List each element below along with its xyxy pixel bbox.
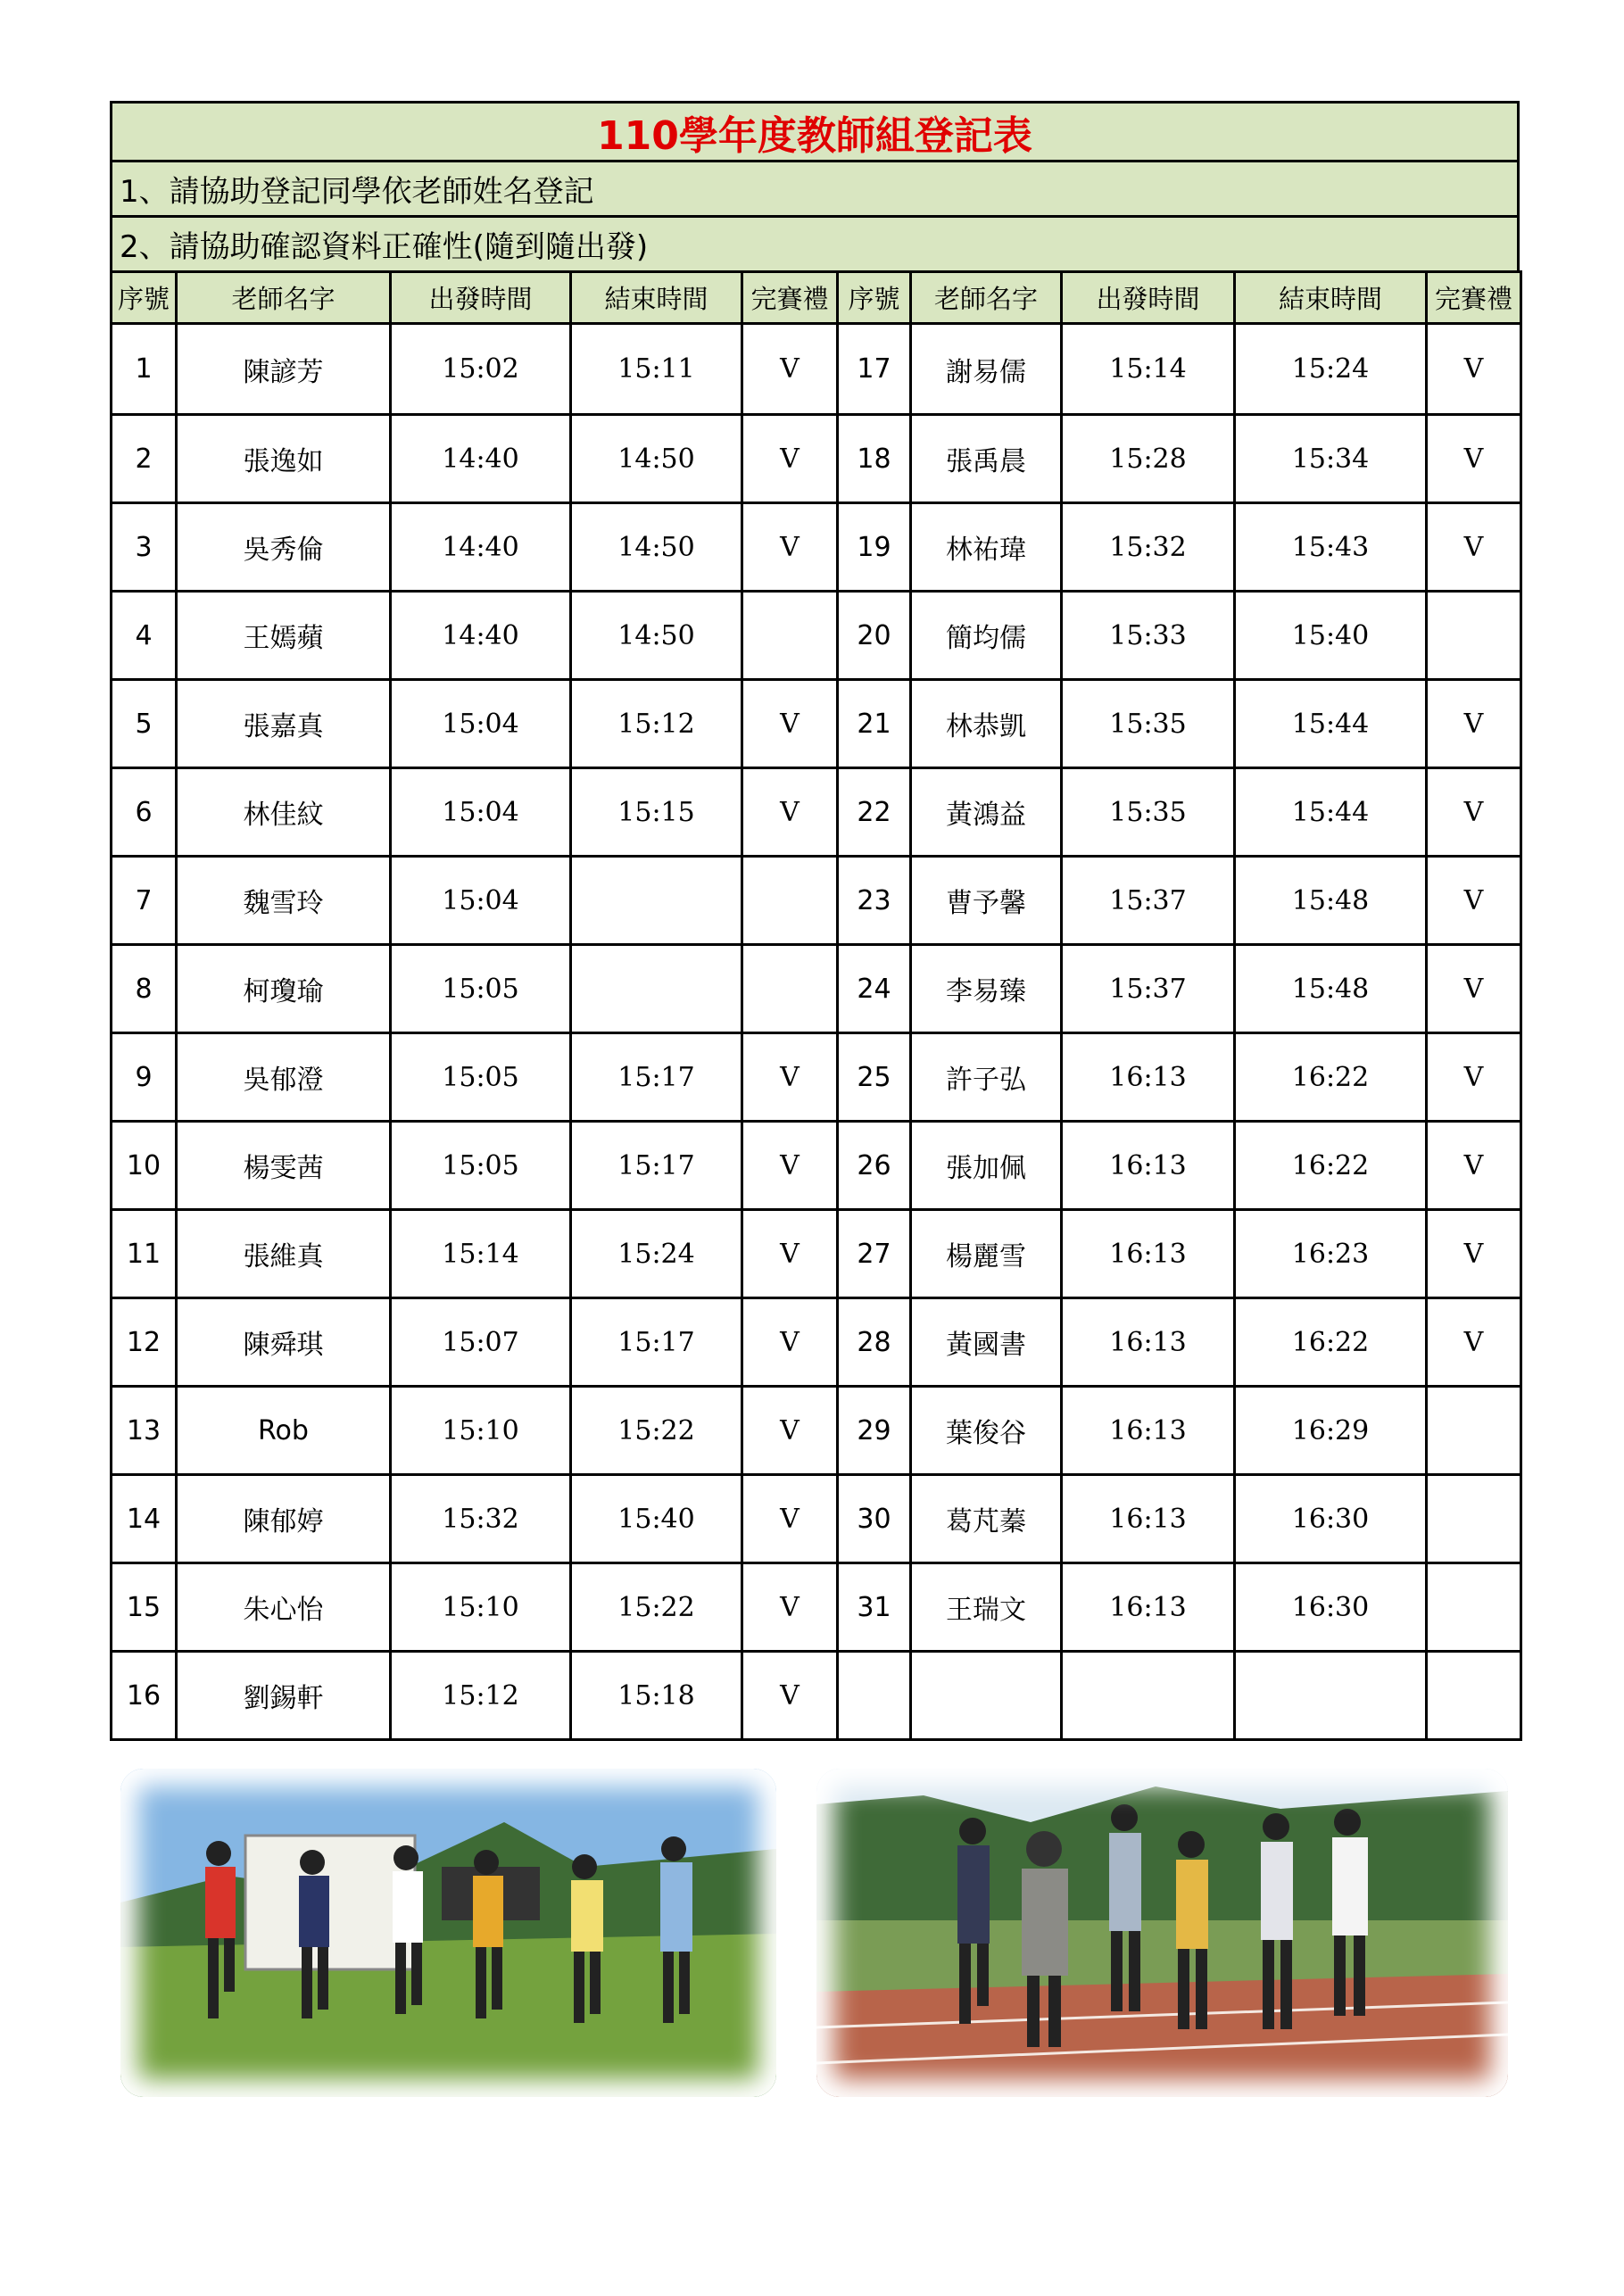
cell-start-time: 16:13 [1062,1563,1235,1652]
group-photo-track [816,1769,1508,2097]
table-row [112,1298,1521,1387]
cell-teacher-name: 林祐瑋 [911,503,1062,592]
cell-teacher-name: 林恭凱 [911,680,1062,768]
cell-finish-gift: V [1427,1298,1521,1387]
cell-end-time: 15:48 [1235,945,1427,1033]
cell-finish-gift [742,857,838,945]
cell-end-time: 15:12 [571,680,742,768]
cell-start-time: 14:40 [391,592,571,680]
cell-teacher-name: 楊麗雪 [911,1210,1062,1298]
cell-number: 1 [112,324,177,415]
table-row [112,1475,1521,1563]
cell-start-time: 15:28 [1062,415,1235,503]
cell-end-time: 15:43 [1235,503,1427,592]
cell-end-time: 15:15 [571,768,742,857]
cell-number: 27 [838,1210,911,1298]
cell-number: 4 [112,592,177,680]
cell-end-time: 15:44 [1235,680,1427,768]
cell-start-time: 15:02 [391,324,571,415]
table-row [112,1122,1521,1210]
cell-end-time: 14:50 [571,503,742,592]
cell-number: 19 [838,503,911,592]
cell-teacher-name: 劉錫軒 [177,1652,391,1740]
cell-teacher-name: 謝易儒 [911,324,1062,415]
cell-teacher-name: 張逸如 [177,415,391,503]
cell-start-time: 16:13 [1062,1387,1235,1475]
cell-teacher-name: 張維真 [177,1210,391,1298]
cell-finish-gift: V [1427,503,1521,592]
cell-number: 22 [838,768,911,857]
cell-teacher-name: 楊雯茜 [177,1122,391,1210]
table-row [112,1033,1521,1122]
cell-end-time: 15:40 [571,1475,742,1563]
cell-number: 16 [112,1652,177,1740]
cell-finish-gift: V [742,503,838,592]
cell-end-time: 15:34 [1235,415,1427,503]
cell-start-time [1062,1652,1235,1740]
cell-finish-gift [1427,1563,1521,1652]
cell-number: 9 [112,1033,177,1122]
header-cell: 結束時間 [571,272,742,324]
cell-start-time: 15:10 [391,1387,571,1475]
cell-number: 7 [112,857,177,945]
cell-finish-gift: V [742,1298,838,1387]
cell-start-time: 15:35 [1062,680,1235,768]
table-row [112,1563,1521,1652]
cell-teacher-name: 陳諺芳 [177,324,391,415]
cell-number: 29 [838,1387,911,1475]
cell-finish-gift: V [1427,1033,1521,1122]
cell-finish-gift [1427,592,1521,680]
cell-teacher-name: 吳郁澄 [177,1033,391,1122]
registration-sheet [110,101,1520,1741]
table-row [112,415,1521,503]
cell-teacher-name: 魏雪玲 [177,857,391,945]
table-row [112,945,1521,1033]
cell-start-time: 15:32 [1062,503,1235,592]
cell-number: 25 [838,1033,911,1122]
cell-start-time: 15:04 [391,857,571,945]
cell-number: 21 [838,680,911,768]
cell-start-time: 15:14 [1062,324,1235,415]
cell-start-time: 15:12 [391,1652,571,1740]
cell-number: 20 [838,592,911,680]
group-photo-field [120,1769,776,2097]
cell-start-time: 15:04 [391,680,571,768]
cell-start-time: 15:37 [1062,857,1235,945]
header-cell: 出發時間 [1062,272,1235,324]
cell-finish-gift: V [1427,1210,1521,1298]
header-cell: 完賽禮 [742,272,838,324]
cell-end-time: 16:30 [1235,1563,1427,1652]
cell-teacher-name: 陳郁婷 [177,1475,391,1563]
cell-finish-gift: V [742,1387,838,1475]
cell-number: 26 [838,1122,911,1210]
cell-end-time: 15:17 [571,1298,742,1387]
cell-finish-gift: V [742,1122,838,1210]
cell-finish-gift: V [1427,768,1521,857]
cell-finish-gift: V [1427,324,1521,415]
cell-number: 17 [838,324,911,415]
cell-finish-gift: V [1427,1122,1521,1210]
table-row [112,503,1521,592]
cell-number: 15 [112,1563,177,1652]
cell-teacher-name: 許子弘 [911,1033,1062,1122]
cell-end-time: 14:50 [571,415,742,503]
table-row [112,857,1521,945]
header-cell: 出發時間 [391,272,571,324]
cell-number: 10 [112,1122,177,1210]
cell-teacher-name: 曹予馨 [911,857,1062,945]
cell-teacher-name: 吳秀倫 [177,503,391,592]
table-row [112,324,1521,415]
cell-teacher-name: 陳舜琪 [177,1298,391,1387]
cell-finish-gift: V [742,324,838,415]
cell-end-time: 15:24 [1235,324,1427,415]
cell-teacher-name: 簡均儒 [911,592,1062,680]
cell-end-time: 16:22 [1235,1033,1427,1122]
cell-finish-gift: V [1427,857,1521,945]
cell-teacher-name: 張嘉真 [177,680,391,768]
cell-finish-gift: V [742,1210,838,1298]
cell-finish-gift [1427,1652,1521,1740]
cell-finish-gift: V [742,768,838,857]
cell-start-time: 15:07 [391,1298,571,1387]
table-row [112,768,1521,857]
cell-teacher-name: 黃鴻益 [911,768,1062,857]
cell-end-time: 15:40 [1235,592,1427,680]
cell-teacher-name: 張加佩 [911,1122,1062,1210]
cell-teacher-name: 張禹晨 [911,415,1062,503]
cell-number: 18 [838,415,911,503]
cell-finish-gift: V [1427,680,1521,768]
table-row [112,680,1521,768]
cell-teacher-name: 葛芃蓁 [911,1475,1062,1563]
cell-end-time: 14:50 [571,592,742,680]
note-2: 2、請協助確認資料正確性(隨到隨出發) [110,215,1520,270]
cell-end-time: 15:17 [571,1033,742,1122]
cell-teacher-name: 黃國書 [911,1298,1062,1387]
cell-end-time [571,945,742,1033]
cell-number: 13 [112,1387,177,1475]
cell-finish-gift: V [742,680,838,768]
cell-start-time: 15:35 [1062,768,1235,857]
cell-start-time: 14:40 [391,415,571,503]
table-row [112,1387,1521,1475]
cell-finish-gift [742,945,838,1033]
cell-start-time: 15:05 [391,1033,571,1122]
cell-number: 8 [112,945,177,1033]
table-row [112,592,1521,680]
cell-end-time: 16:22 [1235,1122,1427,1210]
cell-number: 6 [112,768,177,857]
cell-end-time: 16:23 [1235,1210,1427,1298]
cell-start-time: 15:37 [1062,945,1235,1033]
cell-teacher-name: Rob [177,1387,391,1475]
cell-start-time: 15:33 [1062,592,1235,680]
cell-start-time: 15:05 [391,1122,571,1210]
cell-end-time: 15:18 [571,1652,742,1740]
cell-number: 2 [112,415,177,503]
cell-teacher-name: 葉俊谷 [911,1387,1062,1475]
cell-finish-gift [742,592,838,680]
cell-teacher-name: 林佳紋 [177,768,391,857]
cell-teacher-name: 柯瓊瑜 [177,945,391,1033]
cell-start-time: 15:32 [391,1475,571,1563]
cell-number: 30 [838,1475,911,1563]
cell-number: 5 [112,680,177,768]
registration-table [110,270,1522,1741]
cell-finish-gift: V [1427,415,1521,503]
cell-start-time: 16:13 [1062,1298,1235,1387]
header-cell: 結束時間 [1235,272,1427,324]
cell-number [838,1652,911,1740]
cell-end-time: 15:44 [1235,768,1427,857]
cell-end-time: 16:29 [1235,1387,1427,1475]
table-row [112,1210,1521,1298]
cell-end-time: 15:22 [571,1387,742,1475]
cell-number: 12 [112,1298,177,1387]
cell-start-time: 16:13 [1062,1033,1235,1122]
cell-number: 11 [112,1210,177,1298]
table-row [112,1652,1521,1740]
cell-number: 31 [838,1563,911,1652]
cell-end-time: 15:22 [571,1563,742,1652]
cell-end-time: 15:48 [1235,857,1427,945]
table-body [112,324,1521,1740]
header-cell: 序號 [838,272,911,324]
cell-start-time: 15:04 [391,768,571,857]
note-1: 1、請協助登記同學依老師姓名登記 [110,160,1520,215]
cell-end-time: 15:24 [571,1210,742,1298]
header-cell: 序號 [112,272,177,324]
header-cell: 完賽禮 [1427,272,1521,324]
cell-end-time: 15:11 [571,324,742,415]
cell-number: 23 [838,857,911,945]
page-title: 110學年度教師組登記表 [110,101,1520,160]
cell-number: 14 [112,1475,177,1563]
cell-finish-gift [1427,1475,1521,1563]
cell-finish-gift: V [742,1652,838,1740]
cell-number: 3 [112,503,177,592]
cell-start-time: 16:13 [1062,1122,1235,1210]
header-cell: 老師名字 [911,272,1062,324]
cell-teacher-name [911,1652,1062,1740]
cell-finish-gift [1427,1387,1521,1475]
cell-end-time [1235,1652,1427,1740]
cell-start-time: 15:10 [391,1563,571,1652]
cell-end-time: 15:17 [571,1122,742,1210]
cell-start-time: 15:05 [391,945,571,1033]
cell-teacher-name: 朱心怡 [177,1563,391,1652]
header-row [112,272,1521,324]
cell-start-time: 15:14 [391,1210,571,1298]
cell-teacher-name: 李易臻 [911,945,1062,1033]
cell-number: 28 [838,1298,911,1387]
cell-finish-gift: V [742,1033,838,1122]
cell-teacher-name: 王嫣蘋 [177,592,391,680]
cell-finish-gift: V [742,415,838,503]
cell-start-time: 16:13 [1062,1210,1235,1298]
cell-end-time: 16:30 [1235,1475,1427,1563]
cell-finish-gift: V [1427,945,1521,1033]
cell-teacher-name: 王瑞文 [911,1563,1062,1652]
cell-end-time [571,857,742,945]
cell-end-time: 16:22 [1235,1298,1427,1387]
cell-finish-gift: V [742,1475,838,1563]
cell-start-time: 16:13 [1062,1475,1235,1563]
cell-start-time: 14:40 [391,503,571,592]
header-cell: 老師名字 [177,272,391,324]
cell-number: 24 [838,945,911,1033]
cell-finish-gift: V [742,1563,838,1652]
